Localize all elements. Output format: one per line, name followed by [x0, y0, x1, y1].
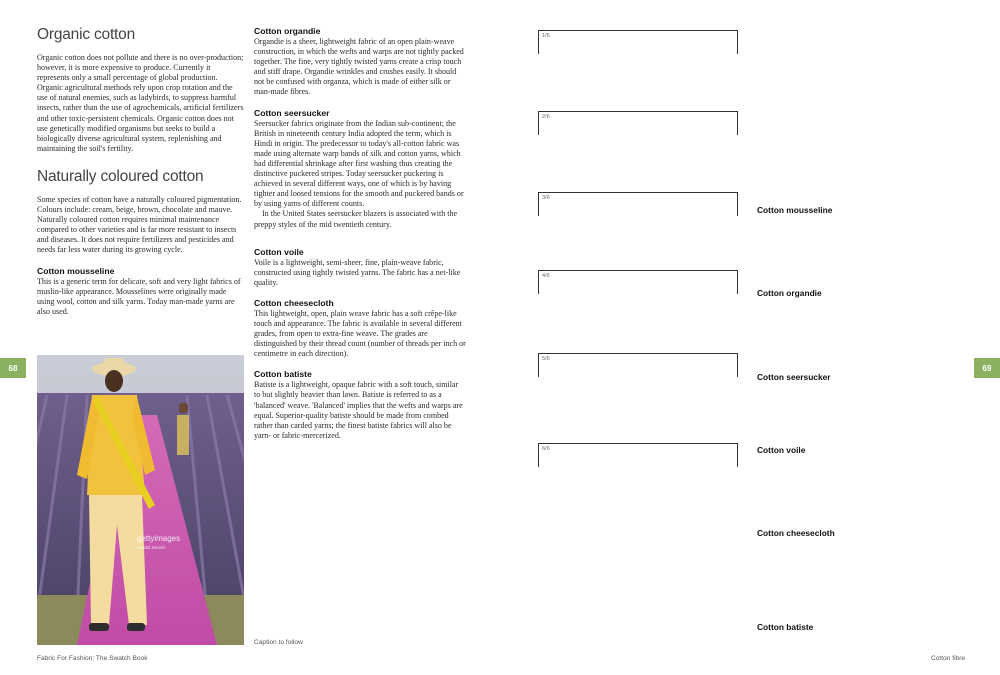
- cotton-voile-body: Voile is a lightweight, semi-sheer, fine, plain-weave fabric, constructed using tightly twisted yarns. The fabric has a net-like quality.: [254, 257, 461, 287]
- swatch-frame: [538, 111, 738, 135]
- naturally-coloured-cotton-body: Some species of cotton have a naturally coloured pigmentation. Colours include: cream, beige, brown, chocolate and mauve. Naturally coloured cotton requires minimal maintenance compared to other varieties and is far more resistant to insects and diseases. It does not require fertilizers and pesticides and needs far less water during its growing cycle.: [37, 194, 242, 255]
- cotton-organdie-body: Organdie is a sheer, lightweight fabric of an open plain-weave construction, in which the wefts and warps are not tightly packed together. The fine, very tightly twisted yarns create a crisp touch and stiff drape. Organdie wrinkles and crushes easily. It should not be confused with organza, which is made of either silk or man-made fibres.: [254, 37, 464, 97]
- cotton-batiste-body: Batiste is a lightweight, opaque fabric with a soft touch, similar to but slightly heavier than lawn. Batiste is referred to as a 'balanced' weave. 'Balanced' implies that the wefts and warps are equal. Superior-quality batiste should be made from combed rather than carded yarns; the finest batiste fabrics will also be yarn- or fabric-mercerized.: [254, 380, 463, 440]
- swatch-frame: [538, 30, 738, 54]
- right-page-number: 69: [974, 358, 1000, 378]
- organic-cotton-body: Organic cotton does not pollute and there is no over-production; however, it is more expensive to produce. Currently it represents only a small percentage of global production. Organic agricultural methods rely upon crop rotation and the use of natural enemies, such as ladybirds, to suppress harmful insects, rather than the use of agrochemicals, artificial fertilizers and other toxic-persistent chemicals. Organic cotton does not use genetically modified organisms but seeks to build a biologically diverse agricultural system, replenishing and maintaining the soil's fertility.: [37, 53, 244, 153]
- cotton-seersucker-body-2: In the United States seersucker blazers is associated with the preppy styles of the mid twentieth century.: [254, 209, 458, 229]
- swatch-frame: [538, 270, 738, 294]
- right-footer: Cotton fibre: [931, 655, 966, 662]
- naturally-coloured-cotton-heading: Naturally coloured cotton: [37, 167, 204, 185]
- fabric-label-mousseline: Cotton mousseline: [757, 205, 833, 215]
- swatch-frame-label: 2/6: [542, 114, 550, 120]
- swatch-frame-label: 1/6: [542, 33, 550, 39]
- swatch-frame: [538, 443, 738, 467]
- photo-caption: Caption to follow: [254, 639, 303, 646]
- cotton-seersucker-body: Seersucker fabrics originate from the Indian sub-continent; the British in nineteenth century India adopted the term, which is Hindi in origin. The predecessor to today's all-cotton fabric was made using alternate warp bands of silk and cotton yarns, which had differential shrinkage after first washing thus creating the distinctive puckered stripes. Today seersucker puckering is achieved in several different ways, one of which is by having tighter and loosed tensions for the smooth and puckered bands or by using yarns of different counts.: [254, 118, 464, 209]
- fabric-label-seersucker: Cotton seersucker: [757, 372, 831, 382]
- swatch-frame: [538, 192, 738, 216]
- left-page-number: 68: [0, 358, 26, 378]
- fabric-label-batiste: Cotton batiste: [757, 622, 814, 632]
- runway-photo: [37, 355, 244, 645]
- cotton-seersucker-heading: Cotton seersucker: [254, 107, 330, 118]
- cotton-batiste-heading: Cotton batiste: [254, 369, 312, 380]
- cotton-cheesecloth-heading: Cotton cheesecloth: [254, 297, 334, 308]
- cotton-organdie-heading: Cotton organdie: [254, 26, 321, 36]
- swatch-frame-label: 4/6: [542, 273, 550, 279]
- fabric-label-cheesecloth: Cotton cheesecloth: [757, 528, 835, 538]
- left-text-column: [37, 26, 245, 317]
- photo-credit: Arnold Jerocki: [137, 545, 166, 550]
- organic-cotton-heading: Organic cotton: [37, 26, 136, 43]
- cotton-mousseline-body: This is a generic term for delicate, soft and very light fabrics of muslin-like appearance. Mousselines were originally made using wool, cotton and silk yarns. Today man-made yarns are also used.: [37, 276, 241, 316]
- photo-watermark: gettyimages: [137, 534, 181, 543]
- swatch-frame-label: 3/6: [542, 195, 550, 201]
- left-footer: Fabric For Fashion: The Swatch Book: [37, 655, 148, 662]
- cotton-cheesecloth-body: This lightweight, open, plain weave fabric has a soft crêpe-like touch and appearance. The fabric is available in several different grades, from open to extra-fine weave. The grades are distinguished by their thread count (number of threads per inch or centimetre in each direction).: [254, 308, 466, 359]
- cotton-voile-heading: Cotton voile: [254, 246, 304, 257]
- fabric-label-organdie: Cotton organdie: [757, 288, 822, 298]
- swatch-frame-label: 5/6: [542, 356, 550, 362]
- swatch-frame: [538, 353, 738, 377]
- cotton-mousseline-heading: Cotton mousseline: [37, 265, 115, 276]
- middle-text-column: [254, 26, 466, 441]
- fabric-label-voile: Cotton voile: [757, 445, 806, 455]
- swatch-frame-label: 6/6: [542, 446, 550, 452]
